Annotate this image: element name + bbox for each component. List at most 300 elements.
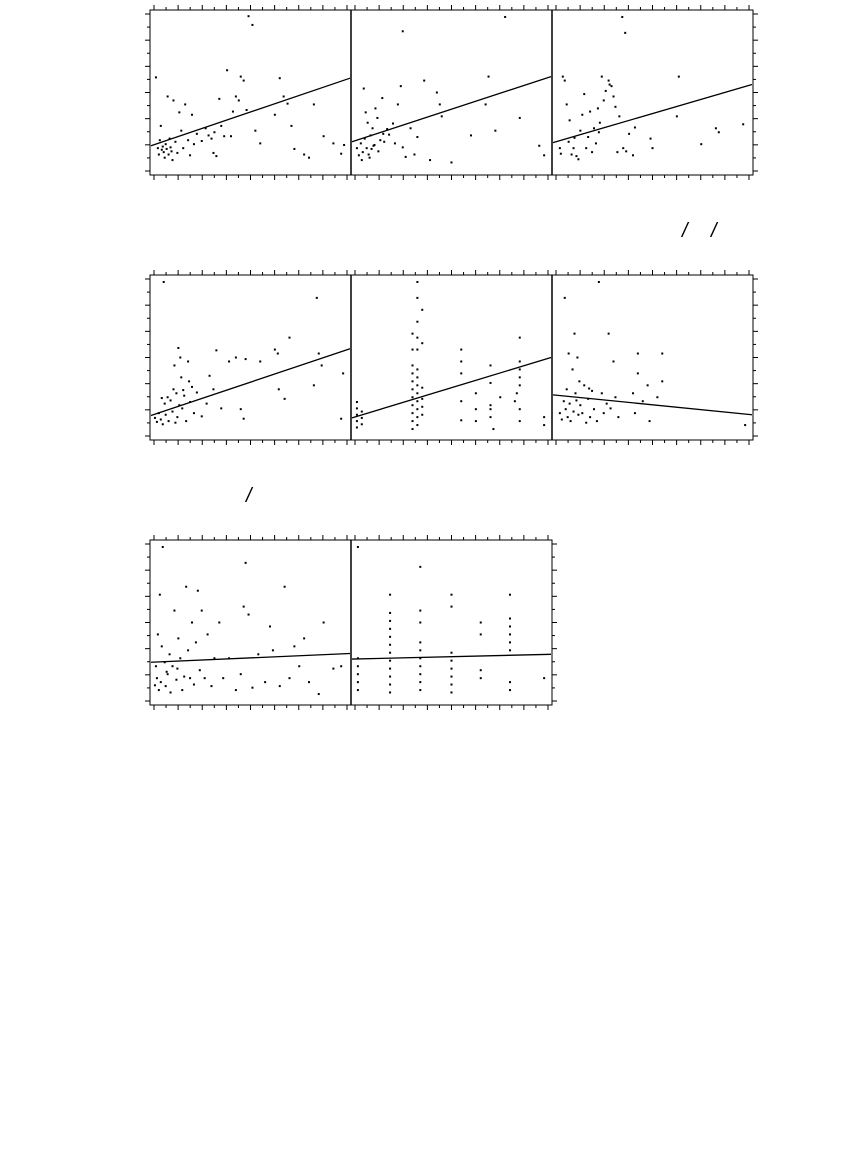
data-point [274, 114, 276, 116]
data-point [238, 99, 240, 101]
data-point [323, 622, 325, 624]
row3-slash: / [246, 485, 252, 507]
data-point [189, 154, 191, 156]
data-point [213, 131, 215, 133]
panel-r2c3 [553, 281, 752, 426]
data-point [460, 419, 462, 421]
data-point [160, 681, 162, 683]
data-point [155, 76, 157, 78]
data-point [561, 419, 563, 421]
data-point [494, 130, 496, 132]
data-point [416, 408, 418, 410]
data-point [243, 418, 245, 420]
data-point [251, 687, 253, 689]
data-point [573, 147, 575, 149]
data-point [181, 407, 183, 409]
regression-line [352, 654, 551, 659]
panel-r1c3 [553, 16, 752, 160]
data-point [611, 85, 613, 87]
data-point [559, 147, 561, 149]
data-point [340, 665, 342, 667]
data-point [585, 147, 587, 149]
data-point [416, 321, 418, 323]
data-point [618, 115, 620, 117]
data-point [289, 677, 291, 679]
data-point [509, 681, 511, 683]
data-point [543, 677, 545, 679]
data-point [277, 353, 279, 355]
data-point [451, 684, 453, 686]
regression-line [553, 85, 752, 143]
data-point [560, 153, 562, 155]
data-point [389, 691, 391, 693]
data-point [412, 404, 414, 406]
data-point [566, 103, 568, 105]
data-point [439, 103, 441, 105]
data-point [509, 625, 511, 627]
data-point [389, 628, 391, 630]
data-point [184, 103, 186, 105]
data-point [176, 668, 178, 670]
data-point [616, 151, 618, 153]
data-point [419, 610, 421, 612]
data-point [416, 416, 418, 418]
data-point [621, 16, 623, 18]
data-point [230, 135, 232, 137]
data-point [597, 107, 599, 109]
data-point [421, 406, 423, 408]
data-point [279, 685, 281, 687]
data-point [601, 392, 603, 394]
data-point [369, 157, 371, 159]
data-point [240, 408, 242, 410]
data-point [195, 641, 197, 643]
data-point [413, 154, 415, 156]
data-point [605, 90, 607, 92]
data-point [372, 127, 374, 129]
data-point [460, 349, 462, 351]
data-point [383, 141, 385, 143]
data-point [647, 384, 649, 386]
data-point [676, 115, 678, 117]
data-point [303, 154, 305, 156]
data-point [389, 684, 391, 686]
data-point [581, 412, 583, 414]
data-point [492, 428, 494, 430]
data-point [509, 618, 511, 620]
data-point [509, 594, 511, 596]
data-point [389, 612, 391, 614]
data-point [274, 349, 276, 351]
data-point [543, 416, 545, 418]
data-point [368, 154, 370, 156]
data-point [614, 106, 616, 108]
data-point [358, 154, 360, 156]
data-point [191, 114, 193, 116]
data-point [207, 633, 209, 635]
data-point [157, 147, 159, 149]
data-point [177, 347, 179, 349]
data-point [516, 392, 518, 394]
data-point [564, 297, 566, 299]
data-point [235, 357, 237, 359]
data-point [222, 677, 224, 679]
data-point [490, 364, 492, 366]
data-point [279, 77, 281, 79]
data-point [596, 420, 598, 422]
data-point [290, 125, 292, 127]
data-point [159, 594, 161, 596]
data-point [182, 147, 184, 149]
data-point [412, 428, 414, 430]
data-point [162, 546, 164, 548]
row-1-strip [145, 5, 758, 180]
data-point [574, 392, 576, 394]
data-point [371, 148, 373, 150]
panel-r2c2 [352, 281, 551, 430]
data-point [575, 155, 577, 157]
data-point [388, 134, 390, 136]
data-point [342, 372, 344, 374]
data-point [538, 145, 540, 147]
data-point [570, 420, 572, 422]
data-point [284, 398, 286, 400]
data-point [389, 636, 391, 638]
data-point [357, 673, 359, 675]
data-point [161, 645, 163, 647]
data-point [649, 420, 651, 422]
data-point [744, 424, 746, 426]
data-point [599, 122, 601, 124]
regression-line [151, 349, 350, 416]
data-point [377, 150, 379, 152]
data-point [248, 614, 250, 616]
data-point [240, 673, 242, 675]
data-point [573, 411, 575, 413]
data-point [187, 139, 189, 141]
data-point [156, 677, 158, 679]
data-point [460, 400, 462, 402]
data-point [157, 633, 159, 635]
data-point [162, 146, 164, 148]
data-point [158, 154, 160, 156]
data-point [637, 353, 639, 355]
data-point [272, 649, 274, 651]
data-point [208, 134, 210, 136]
data-point [419, 681, 421, 683]
data-point [565, 408, 567, 410]
data-point [568, 353, 570, 355]
data-point [218, 98, 220, 100]
data-point [624, 32, 626, 34]
data-point [269, 625, 271, 627]
data-point [601, 76, 603, 78]
data-point [421, 414, 423, 416]
data-point [588, 388, 590, 390]
data-point [678, 76, 680, 78]
data-point [178, 111, 180, 113]
data-point [191, 622, 193, 624]
data-point [504, 16, 506, 18]
data-point [441, 115, 443, 117]
data-point [589, 111, 591, 113]
data-point [412, 380, 414, 382]
data-point [356, 401, 358, 403]
data-point [608, 333, 610, 335]
data-point [164, 157, 166, 159]
data-point [170, 146, 172, 148]
data-point [278, 388, 280, 390]
data-point [293, 645, 295, 647]
data-point [632, 392, 634, 394]
data-point [382, 133, 384, 135]
data-point [579, 130, 581, 132]
data-point [402, 30, 404, 32]
data-point [356, 420, 358, 422]
data-point [650, 138, 652, 140]
data-point [172, 388, 174, 390]
data-point [416, 368, 418, 370]
data-point [742, 123, 744, 125]
data-point [235, 95, 237, 97]
data-point [543, 424, 545, 426]
data-point [475, 420, 477, 422]
panel-r1c2 [352, 16, 551, 163]
data-point [402, 146, 404, 148]
data-point [451, 594, 453, 596]
row1-slash-b: / [711, 220, 717, 242]
data-point [196, 391, 198, 393]
data-point [421, 309, 423, 311]
data-point [661, 353, 663, 355]
data-point [488, 76, 490, 78]
data-point [569, 403, 571, 405]
data-point [490, 408, 492, 410]
data-point [166, 671, 168, 673]
data-point [160, 125, 162, 127]
data-point [389, 668, 391, 670]
data-point [416, 297, 418, 299]
data-point [313, 384, 315, 386]
data-point [357, 546, 359, 548]
data-point [583, 93, 585, 95]
data-point [608, 80, 610, 82]
data-point [361, 423, 363, 425]
data-point [577, 414, 579, 416]
data-point [356, 414, 358, 416]
data-point [257, 653, 259, 655]
data-point [514, 400, 516, 402]
data-point [412, 333, 414, 335]
data-point [593, 408, 595, 410]
data-point [591, 390, 593, 392]
data-point [374, 107, 376, 109]
data-point [321, 364, 323, 366]
data-point [583, 384, 585, 386]
data-point [475, 392, 477, 394]
data-point [412, 412, 414, 414]
data-point [519, 360, 521, 362]
data-point [361, 417, 363, 419]
data-point [357, 689, 359, 691]
data-point [356, 407, 358, 409]
data-point [613, 360, 615, 362]
data-point [485, 103, 487, 105]
data-point [172, 159, 174, 161]
data-point [715, 127, 717, 129]
data-point [170, 399, 172, 401]
data-point [164, 403, 166, 405]
data-point [559, 412, 561, 414]
data-point [416, 281, 418, 283]
data-point [405, 156, 407, 158]
data-point [361, 159, 363, 161]
data-point [451, 668, 453, 670]
data-point [183, 676, 185, 678]
data-point [174, 422, 176, 424]
data-point [175, 679, 177, 681]
data-point [340, 153, 342, 155]
data-point [223, 135, 225, 137]
data-point [168, 420, 170, 422]
data-point [423, 80, 425, 82]
data-point [519, 368, 521, 370]
data-point [451, 652, 453, 654]
data-point [156, 421, 158, 423]
data-point [360, 142, 362, 144]
data-point [193, 143, 195, 145]
data-point [361, 411, 363, 413]
data-point [163, 281, 165, 283]
data-point [159, 139, 161, 141]
data-point [318, 693, 320, 695]
data-point [562, 76, 564, 78]
data-point [155, 665, 157, 667]
data-point [172, 411, 174, 413]
data-point [606, 403, 608, 405]
row1-slash-a: / [682, 220, 688, 242]
data-point [366, 147, 368, 149]
data-point [363, 88, 365, 90]
data-point [585, 422, 587, 424]
data-point [308, 157, 310, 159]
data-point [610, 407, 612, 409]
panel-r3c2 [352, 546, 551, 693]
panel-layer [145, 5, 758, 710]
data-point [577, 158, 579, 160]
data-point [167, 673, 169, 675]
data-point [576, 357, 578, 359]
data-point [356, 426, 358, 428]
data-point [397, 103, 399, 105]
panel-r2c1 [151, 281, 350, 425]
data-point [180, 376, 182, 378]
data-point [451, 606, 453, 608]
data-point [412, 388, 414, 390]
data-point [168, 154, 170, 156]
data-point [598, 131, 600, 133]
data-point [569, 119, 571, 121]
data-point [543, 154, 545, 156]
row-3-strip [145, 535, 557, 710]
data-point [172, 665, 174, 667]
data-point [170, 691, 172, 693]
data-point [519, 420, 521, 422]
data-point [700, 143, 702, 145]
data-point [215, 155, 217, 157]
data-point [416, 384, 418, 386]
data-point [185, 420, 187, 422]
data-point [313, 103, 315, 105]
data-point [196, 133, 198, 135]
data-point [174, 141, 176, 143]
data-point [661, 380, 663, 382]
data-point [165, 414, 167, 416]
data-point [251, 24, 253, 26]
data-point [303, 637, 305, 639]
data-point [416, 400, 418, 402]
data-point [175, 392, 177, 394]
regression-line [352, 77, 551, 142]
data-point [289, 337, 291, 339]
data-point [245, 562, 247, 564]
data-point [419, 641, 421, 643]
data-point [201, 140, 203, 142]
row-frame [150, 275, 753, 440]
data-point [185, 586, 187, 588]
data-point [201, 415, 203, 417]
data-point [603, 412, 605, 414]
data-point [293, 148, 295, 150]
data-point [509, 641, 511, 643]
data-point [177, 637, 179, 639]
data-point [180, 130, 182, 132]
data-point [451, 161, 453, 163]
regression-line [352, 358, 551, 418]
data-point [490, 382, 492, 384]
data-point [470, 134, 472, 136]
data-point [240, 76, 242, 78]
data-point [617, 416, 619, 418]
data-point [572, 368, 574, 370]
data-point [362, 151, 364, 153]
data-point [460, 372, 462, 374]
data-point [165, 143, 167, 145]
data-point [154, 417, 156, 419]
data-point [587, 136, 589, 138]
data-point [343, 144, 345, 146]
panel-r1c1 [151, 15, 350, 161]
data-point [308, 681, 310, 683]
data-point [718, 131, 720, 133]
data-point [519, 384, 521, 386]
data-point [416, 349, 418, 351]
data-point [509, 689, 511, 691]
data-point [220, 125, 222, 127]
data-point [332, 668, 334, 670]
data-point [614, 396, 616, 398]
data-point [595, 142, 597, 144]
data-point [519, 117, 521, 119]
data-point [179, 657, 181, 659]
data-point [215, 349, 217, 351]
data-point [603, 99, 605, 101]
data-point [204, 677, 206, 679]
data-point [613, 95, 615, 97]
data-point [243, 606, 245, 608]
data-point [416, 136, 418, 138]
data-point [199, 669, 201, 671]
